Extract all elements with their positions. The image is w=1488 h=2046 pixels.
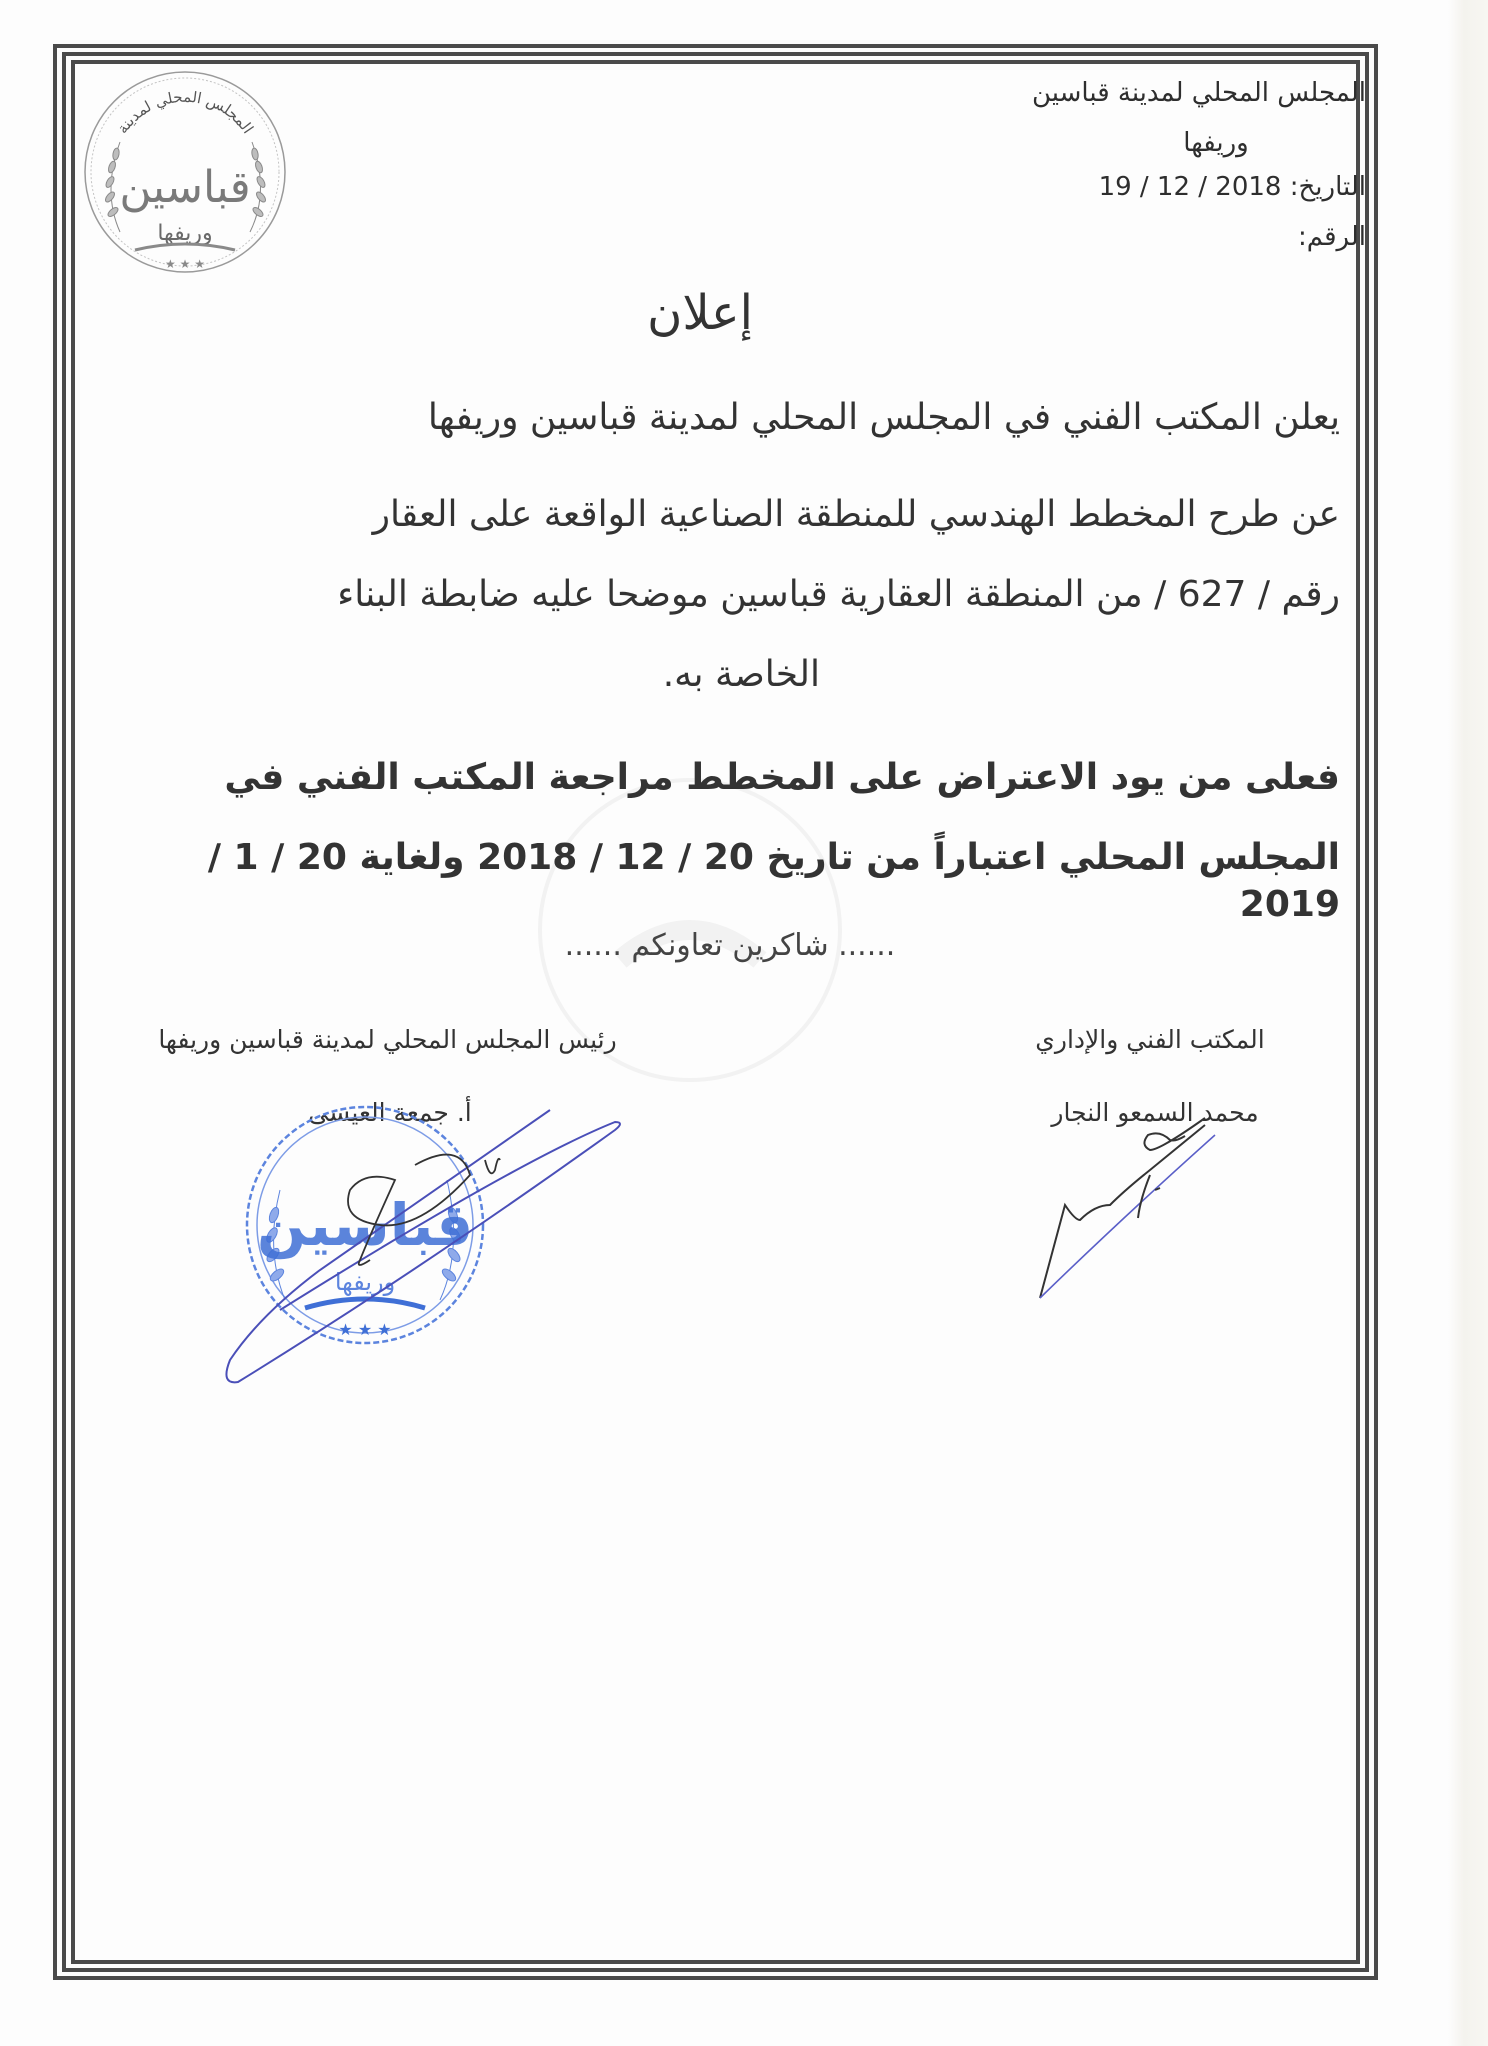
scan-edge xyxy=(1448,0,1488,2046)
laurel-right-icon xyxy=(250,142,267,232)
council-logo xyxy=(80,62,290,282)
body-line-5: فعلى من يود الاعتراض على المخطط مراجعة المكتب الفني في xyxy=(224,757,1340,798)
laurel-left-icon xyxy=(104,142,120,232)
announcement-title: إعلان xyxy=(647,285,753,341)
closing-thanks: ...... شاكرين تعاونكم ...... xyxy=(564,928,896,963)
body-line-1: يعلن المكتب الفني في المجلس المحلي لمدينة قباسين وريفها xyxy=(427,397,1340,438)
body-line-6: المجلس المحلي اعتباراً من تاريخ 20 / 12 / 2018 ولغاية 20 / 1 / 2019 xyxy=(207,837,1340,925)
body-line-2: عن طرح المخطط الهندسي للمنطقة الصناعية الواقعة على العقار xyxy=(372,494,1340,535)
date-value: 19 / 12 / 2018 xyxy=(1098,172,1282,202)
council-name-line1: المجلس المحلي لمدينة قباسين xyxy=(1032,78,1366,108)
date-line xyxy=(840,172,1366,202)
signature-left xyxy=(220,1100,640,1420)
body-line-3: رقم / 627 / من المنطقة العقارية قباسين موضحا عليه ضابطة البناء xyxy=(337,574,1340,615)
body-line-4: الخاصة به. xyxy=(662,654,820,695)
council-name-line2: وريفها xyxy=(1183,128,1249,158)
signature-right xyxy=(1020,1110,1240,1330)
signatory-left-title: رئيس المجلس المحلي لمدينة قباسين وريفها xyxy=(158,1025,617,1054)
signatory-right-name: محمد السمعو النجار xyxy=(1051,1098,1259,1127)
logo-name: قباسين xyxy=(119,162,251,213)
logo-ribbon xyxy=(135,244,235,250)
signatory-right-title: المكتب الفني والإداري xyxy=(1035,1025,1265,1054)
logo-stars-icon: ★ ★ ★ xyxy=(165,257,205,271)
logo-subname: وريفها xyxy=(157,221,213,246)
number-label: الرقم: xyxy=(1298,222,1366,252)
stamp-stars-icon: ★ ★ ★ xyxy=(338,1320,392,1339)
date-label: التاريخ: xyxy=(1289,172,1366,202)
signatory-left-name: أ. جمعة العيسى xyxy=(308,1098,472,1127)
stamp-name: قباسين xyxy=(256,1191,474,1259)
stamp-subname: وريفها xyxy=(334,1268,396,1296)
logo-arc-text: المجلس المحلي لمدينة xyxy=(113,87,257,138)
